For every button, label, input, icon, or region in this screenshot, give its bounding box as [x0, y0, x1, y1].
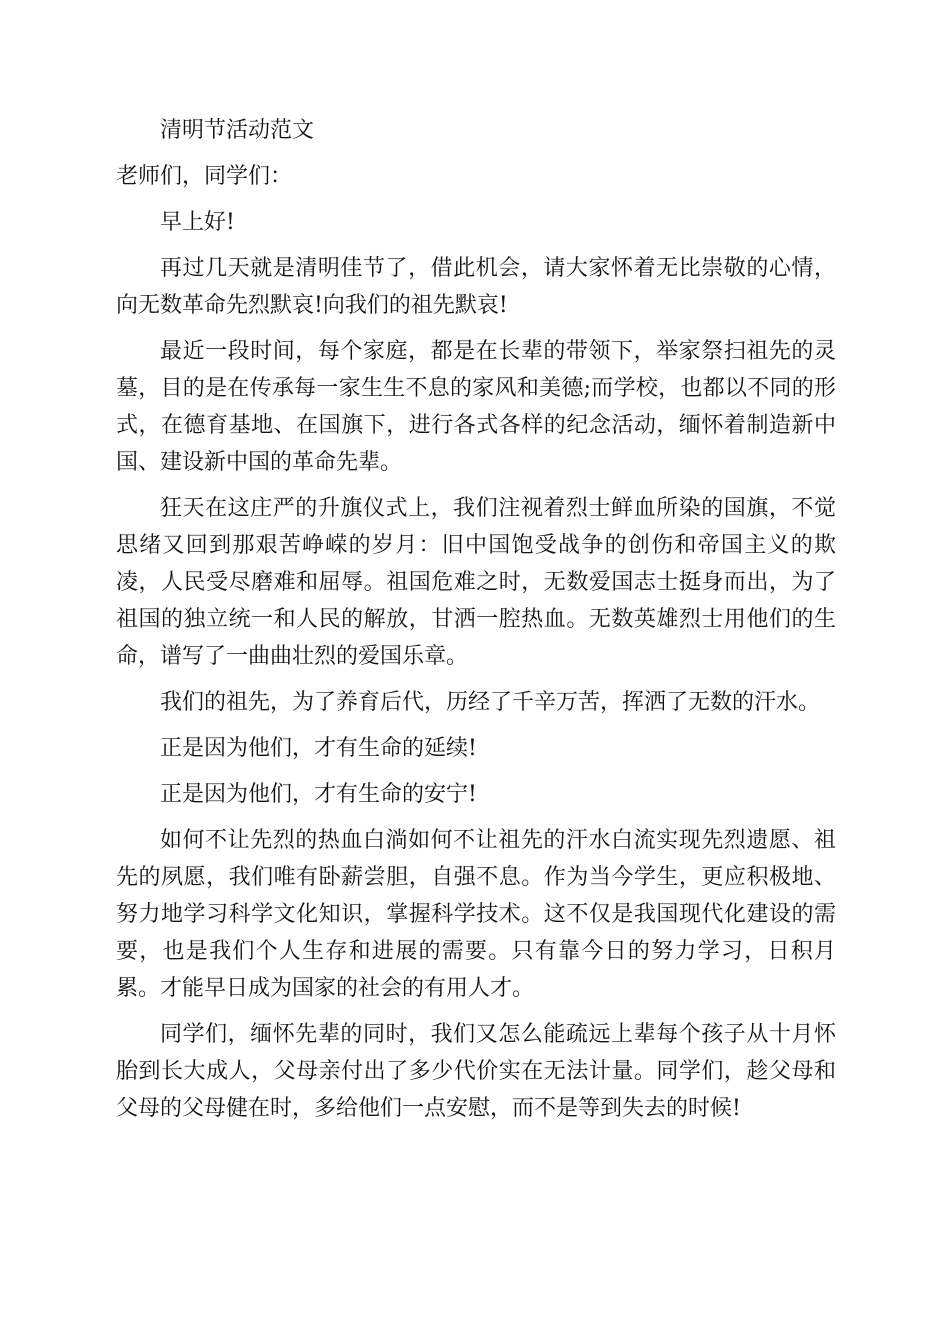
paragraph: 最近一段时间，每个家庭，都是在长辈的带领下，举家祭扫祖先的灵墓，目的是在传承每一家生生不息的家风和美德;而学校，也都以不同的形式，在德育基地、在国旗下，进行各式各样的纪念活动，缅怀着制造新中国、建设新中国的革命先辈。: [116, 339, 836, 475]
paragraph: 正是因为他们，才有生命的延续!: [160, 736, 477, 761]
salutation: 老师们，同学们：: [116, 164, 293, 189]
paragraph: 我们的祖先，为了养育后代，历经了千辛万苦，挥洒了无数的汗水。: [160, 690, 821, 715]
paragraph: 正是因为他们，才有生命的安宁!: [160, 782, 477, 807]
paragraph: 如何不让先烈的热血白淌如何不让祖先的汗水白流实现先烈遗愿、祖先的夙愿，我们唯有卧薪尝胆，自强不息。作为当今学生，更应积极地、努力地学习科学文化知识，掌握科学技术。这不仅是我国现代化建设的需要，也是我们个人生存和进展的需要。只有靠今日的努力学习，日积月累。才能早日成为国家的社会的有用人才。: [116, 828, 836, 1001]
paragraph: 狂天在这庄严的升旗仪式上，我们注视着烈士鲜血所染的国旗，不觉思绪又回到那艰苦峥嵘的岁月：旧中国饱受战争的创伤和帝国主义的欺凌，人民受尽磨难和屈辱。祖国危难之时，无数爱国志士挺身而出，为了祖国的独立统一和人民的解放，甘洒一腔热血。无数英雄烈士用他们的生命，谱写了一曲曲壮烈的爱国乐章。: [116, 496, 836, 669]
paragraph-greeting: 早上好!: [160, 210, 235, 235]
document-body: [116, 112, 836, 1136]
paragraph: 再过几天就是清明佳节了，借此机会，请大家怀着无比崇敬的心情，向无数革命先烈默哀!向我们的祖先默哀!: [116, 256, 836, 318]
paragraph: 同学们，缅怀先辈的同时，我们又怎么能疏远上辈每个孩子从十月怀胎到长大成人，父母亲付出了多少代价实在无法计量。同学们，趁父母和父母的父母健在时，多给他们一点安慰，而不是等到失去的时候!: [116, 1022, 836, 1121]
document-title: 清明节活动范文: [160, 118, 315, 143]
